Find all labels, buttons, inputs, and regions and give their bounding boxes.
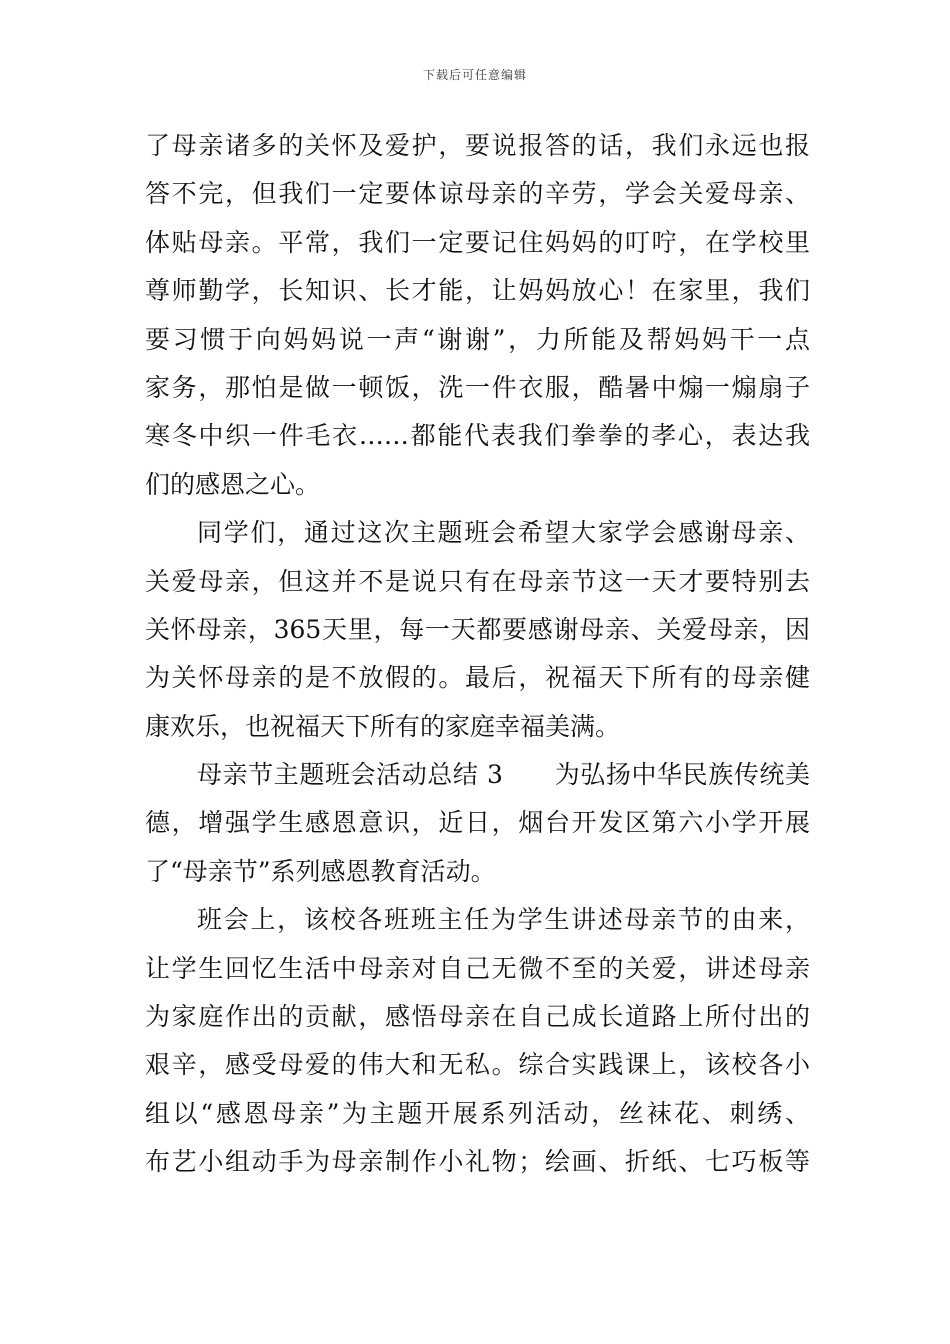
text-line: 关怀母亲，365天里，每一天都要感谢母亲、关爱母亲，因: [145, 614, 810, 644]
page-header-note: 下载后可任意编辑: [422, 68, 527, 82]
text-line: 寒冬中织一件毛衣……都能代表我们拳拳的孝心，表达我: [145, 421, 810, 451]
text-line: 德，增强学生感恩意识，近日，烟台开发区第六小学开展: [145, 808, 810, 838]
text-line: 体贴母亲。平常，我们一定要记住妈妈的叮咛，在学校里: [145, 227, 810, 257]
text-line: 艰辛，感受母爱的伟大和无私。综合实践课上，该校各小: [145, 1050, 810, 1080]
text-line: 康欢乐，也祝福天下所有的家庭幸福美满。: [145, 711, 621, 741]
text-line: 答不完，但我们一定要体谅母亲的辛劳，学会关爱母亲、: [145, 179, 810, 209]
text-line: 母亲节主题班会活动总结 3 为弘扬中华民族传统美: [197, 760, 810, 790]
text-line: 了“母亲节”系列感恩教育活动。: [145, 856, 496, 886]
text-line: 尊师勤学，长知识、长才能，让妈妈放心！在家里，我们: [145, 276, 810, 306]
text-line: 班会上，该校各班班主任为学生讲述母亲节的由来，: [197, 905, 810, 935]
text-line: 们的感恩之心。: [145, 469, 321, 499]
document-body: [145, 122, 810, 1187]
text-line: 家务，那怕是做一顿饭，洗一件衣服，酷暑中煽一煽扇子: [145, 372, 810, 402]
text-line: 为关怀母亲的是不放假的。最后，祝福天下所有的母亲健: [145, 663, 810, 693]
text-line: 布艺小组动手为母亲制作小礼物；绘画、折纸、七巧板等: [145, 1147, 810, 1177]
text-line: 组以“感恩母亲”为主题开展系列活动，丝袜花、刺绣、: [145, 1098, 810, 1128]
text-line: 为家庭作出的贡献，感悟母亲在自己成长道路上所付出的: [145, 1002, 810, 1032]
text-line: 同学们，通过这次主题班会希望大家学会感谢母亲、: [197, 518, 810, 548]
text-line: 关爱母亲，但这并不是说只有在母亲节这一天才要特别去: [145, 566, 810, 596]
text-line: 要习惯于向妈妈说一声“谢谢”，力所能及帮妈妈干一点: [145, 324, 810, 354]
text-line: 让学生回忆生活中母亲对自己无微不至的关爱，讲述母亲: [145, 953, 810, 983]
text-line: 了母亲诸多的关怀及爱护，要说报答的话，我们永远也报: [145, 131, 810, 160]
